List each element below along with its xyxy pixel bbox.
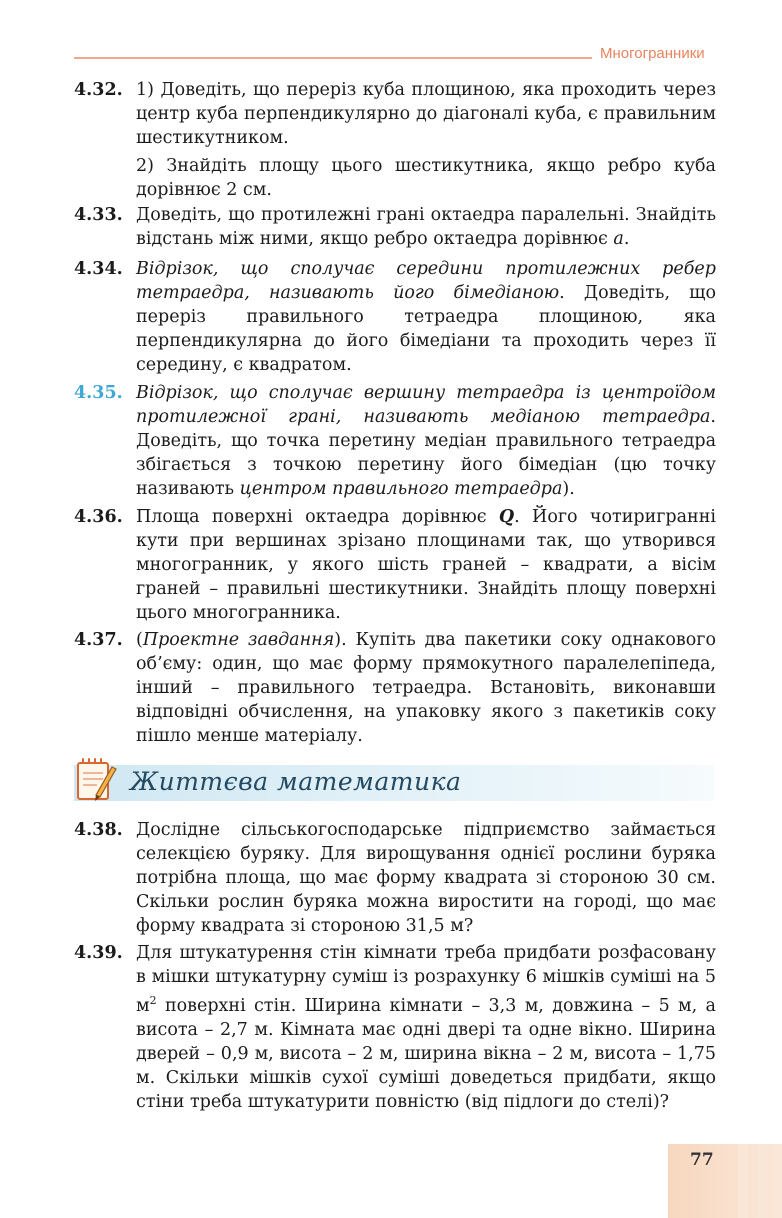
problem-number: 4.36. (74, 507, 123, 527)
definition-text: Відрізок, що сполучає середини протилежних ребер тетраедра, називають його бімедіаною (136, 259, 716, 303)
problem-number: 4.38. (74, 820, 123, 840)
text-run: ( (136, 630, 143, 650)
problem-4-35 (74, 381, 716, 501)
problem-4-39 (74, 941, 716, 1114)
text-run: . (623, 229, 630, 249)
problem-text (136, 941, 716, 1114)
notepad-pencil-icon (74, 757, 118, 803)
problem-text: Дослідне сільськогосподарське підприємство займається селекцією буряку. Для вирощування однієї рослини буряка потрібна площа, що має форму квадрата зі стороною 30 см. Скільки рослин буряка можна виростити на городі, що має форму квадрата зі стороною 31,5 м? (136, 820, 716, 936)
problem-paragraph: 2) Знайдіть площу цього шестикутника, якщо ребро куба дорівнює 2 см. (136, 156, 716, 200)
page-number-box (668, 1144, 782, 1218)
text-run: ). (562, 479, 575, 499)
problem-paragraph: 1) Доведіть, що переріз куба площиною, яка проходить через центр куба перпендикулярно до діагоналі куба, є правильним шестикутником. (136, 80, 716, 148)
problem-text (136, 381, 716, 501)
definition-text: Відрізок, що сполучає вершину тетраедра із центроїдом протилежної грані, називають медіаною тетраедра (136, 383, 716, 427)
header-rule (74, 57, 592, 59)
text-run: . Доведіть, що переріз правильного тетраедра площиною, яка перпендикулярна до його бімедіани та проходить через її середину, є квадратом. (136, 283, 716, 375)
problem-text (136, 257, 716, 377)
problem-4-33 (74, 203, 716, 251)
problem-4-32 (74, 78, 716, 202)
superscript: 2 (149, 994, 157, 1007)
problem-4-37 (74, 628, 716, 748)
problem-number: 4.37. (74, 630, 123, 650)
text-run: Площа поверхні октаедра дорівнює (136, 507, 499, 527)
text-run: . Доведіть, що точка перетину медіан правильного тетраедра збігається з точкою перетину його бімедіан (цю точку називають (136, 407, 716, 499)
problem-number: 4.33. (74, 205, 123, 225)
text-run: . Його чотиригранні кути при вершинах зрізано площинами так, що утворився многогранник, у якого шість граней – квадрати, а вісім граней – правильні шестикутники. Знайдіть площу поверхні цього многогранника. (136, 507, 716, 623)
variable: Q (498, 507, 515, 527)
problem-text (136, 628, 716, 748)
problem-number: 4.32. (74, 80, 123, 100)
problem-text (136, 505, 716, 625)
project-label: Проектне завдання (142, 630, 335, 650)
text-run: Доведіть, що протилежні грані октаедра паралельні. Знайдіть відстань між ними, якщо ребро октаедра дорівнює (136, 205, 716, 249)
problem-number: 4.34. (74, 259, 123, 279)
problem-4-34 (74, 257, 716, 377)
problem-4-38 (74, 818, 716, 938)
text-run: Для штукатурення стін кімнати треба придбати розфасовану в мішки штукатурну суміш із розрахунку 6 мішків суміші на 5 м (136, 943, 716, 1016)
problem-text (136, 78, 716, 202)
decor-stripe (738, 1144, 748, 1218)
decor-stripe (758, 1144, 768, 1218)
page-number: 77 (690, 1150, 714, 1170)
section-banner (74, 765, 714, 801)
chapter-title: Многогранники (600, 45, 705, 62)
text-run: поверхні стін. Ширина кімнати – 3,3 м, довжина – 5 м, а висота – 2,7 м. Кімната має одні двері та одне вікно. Ширина дверей – 0,9 м, висота – 2 м, ширина вікна – 2 м, висота – 1,75 м. Скільки мішків сухої суміші доведеться придбати, якщо стіни треба штукатурити повністю (від підлоги до стелі)? (136, 995, 716, 1112)
text-run: ). Купіть два пакетики соку однакового об’єму: один, що має форму прямокутного паралелепіпеда, інший – правильного тетраедра. Встановіть, виконавши відповідні обчислення, на упаковку якого з пакетиків соку пішло менше матеріалу. (136, 630, 716, 746)
problem-4-36 (74, 505, 716, 625)
problem-text (136, 203, 716, 251)
term-text: центром правильного тетраедра (239, 479, 563, 499)
problem-number: 4.35. (74, 383, 123, 403)
variable: a (613, 229, 624, 249)
problem-number: 4.39. (74, 943, 123, 963)
section-title: Життєва математика (130, 767, 462, 796)
